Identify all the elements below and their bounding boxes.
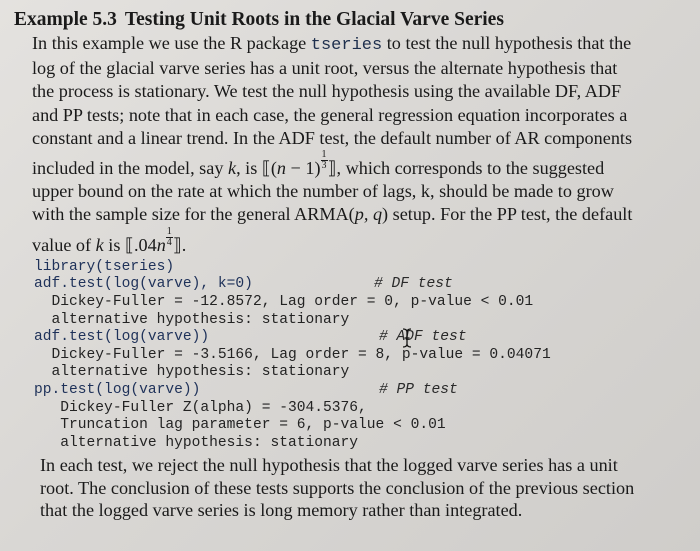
code-output-pp-stat: Dickey-Fuller Z(alpha) = -304.5376, bbox=[34, 399, 367, 416]
conclusion-line-1: In each test, we reject the null hypothesis that the logged varve series has a unit bbox=[40, 455, 618, 476]
text-cursor-icon bbox=[401, 328, 413, 353]
code-line-pp-test: pp.test(log(varve)) # PP test bbox=[34, 381, 458, 398]
code-output-df-alt: alternative hypothesis: stationary bbox=[34, 311, 350, 328]
example-heading bbox=[14, 8, 692, 32]
conclusion-line-3: that the logged varve series is long memory rather than integrated. bbox=[40, 500, 523, 521]
conclusion-line-2: root. The conclusion of these tests supports the conclusion of the previous section bbox=[40, 477, 635, 498]
code-output-pp-lag: Truncation lag parameter = 6, p-value < 0.01 bbox=[34, 417, 446, 434]
intro-line-7: upper bound on the rate at which the number of lags, k, should be made to grow bbox=[32, 181, 614, 202]
intro-line-6: included in the model, say k, is ⟦(n − 1) $\frac{1}{3}$ ⟧, which corresponds to the suggested bbox=[32, 149, 605, 179]
intro-line-9: value of k is ⟦.04n $\frac{1}{4}$ ⟧. bbox=[32, 225, 187, 255]
r-code-block bbox=[14, 259, 692, 453]
df-test-comment: # DF test bbox=[374, 276, 453, 293]
conclusion-paragraph bbox=[14, 454, 692, 522]
code-output-pp-alt: alternative hypothesis: stationary bbox=[34, 434, 359, 451]
intro-line-1: In this example we use the R package tseries to test the null hypothesis that the bbox=[32, 33, 632, 55]
intro-line-3: the process is stationary. We test the null hypothesis using the available DF, ADF bbox=[32, 81, 622, 102]
code-line-df-test: adf.test(log(varve), k=0) # DF test bbox=[34, 276, 453, 293]
example-number: Example 5.3 bbox=[14, 9, 117, 30]
intro-line-8: with the sample size for the general ARMA(p, q) setup. For the PP test, the default bbox=[32, 204, 633, 225]
intro-line-4: and PP tests; note that in each case, the general regression equation incorporates a bbox=[32, 104, 628, 125]
code-output-adf-alt: alternative hypothesis: stationary bbox=[34, 364, 350, 381]
code-output-adf-result: Dickey-Fuller = -3.5166, Lag order = 8, p-value = 0.04071 bbox=[34, 346, 551, 363]
code-output-df-result: Dickey-Fuller = -12.8572, Lag order = 0, p-value < 0.01 bbox=[34, 294, 534, 311]
code-line-adf-test: adf.test(log(varve)) # ADF test bbox=[34, 329, 467, 346]
intro-line-2: log of the glacial varve series has a unit root, versus the alternate hypothesis that bbox=[32, 58, 618, 79]
intro-line-5: constant and a linear trend. In the ADF test, the default number of AR components bbox=[32, 127, 633, 148]
intro-paragraph bbox=[14, 32, 696, 257]
package-name: tseries bbox=[310, 36, 383, 55]
adf-test-comment: # ADF test bbox=[379, 329, 467, 346]
fraction-one-third: $\frac{1}{3}$ bbox=[321, 149, 327, 172]
example-title: Testing Unit Roots in the Glacial Varve Series bbox=[124, 9, 504, 30]
code-line-library: library(tseries) bbox=[34, 258, 175, 275]
pp-test-comment: # PP test bbox=[379, 381, 458, 398]
fraction-one-quarter: $\frac{1}{4}$ bbox=[166, 225, 172, 248]
